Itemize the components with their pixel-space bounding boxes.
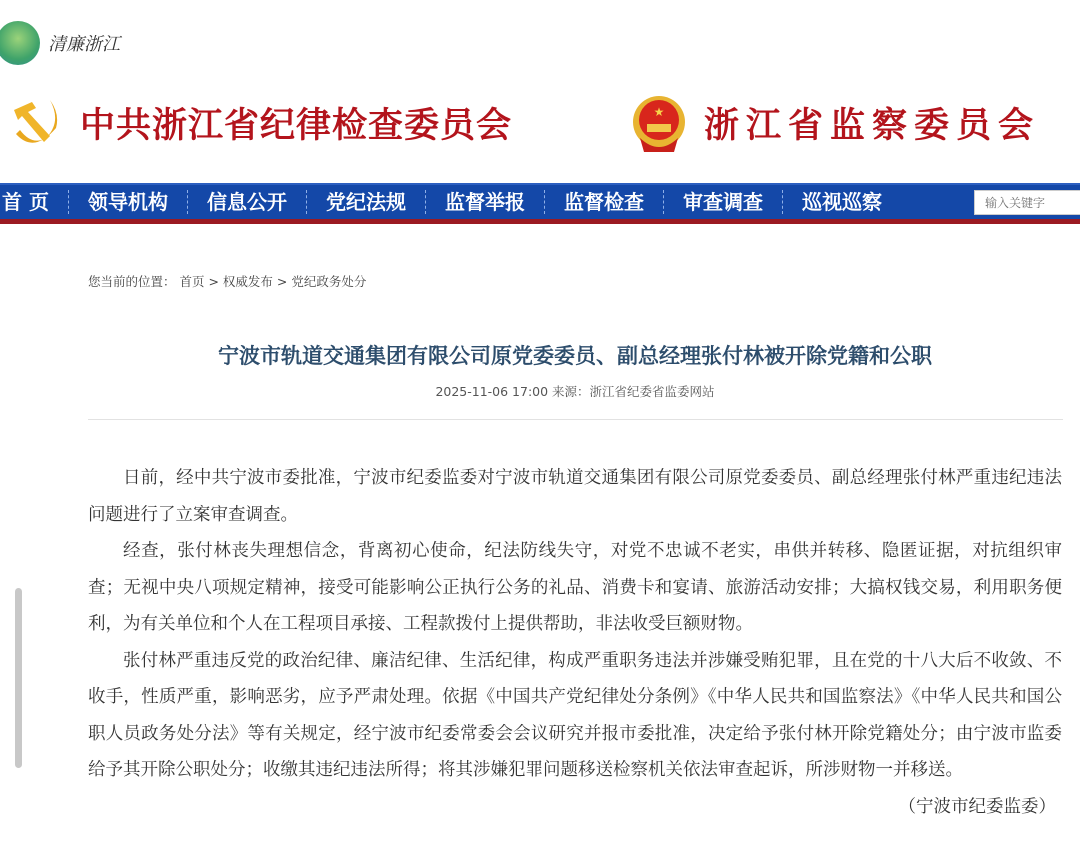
national-emblem-icon xyxy=(630,94,688,156)
scrollbar[interactable] xyxy=(15,588,22,768)
nav-supervision[interactable]: 监督检查 xyxy=(545,190,664,214)
nav-home[interactable]: 首 页 xyxy=(0,190,69,214)
qinglian-leaf-icon xyxy=(0,21,40,65)
article-meta: 2025-11-06 17:00 来源：浙江省纪委省监委网站 xyxy=(435,384,715,399)
article-paragraph: 张付林严重违反党的政治纪律、廉洁纪律、生活纪律，构成严重职务违法并涉嫌受贿犯罪，且在党的十八大后不收敛、不收手，性质严重，影响恶劣，应予严肃处理。依据《中国共产党纪律处分条例》《中华人民共和国监察法》《中华人民共和国公职人员政务处分法》等有关规定，经宁波市纪委常委会会议研究并报市委批准，决定给予张付林开除党籍处分；由宁波市监委给予其开除公职处分；收缴其违纪违法所得；将其涉嫌犯罪问题移送检察机关依法审查起诉，所涉财物一并移送。 xyxy=(88,650,1062,780)
nav-investigation[interactable]: 审查调查 xyxy=(664,190,783,214)
site-banner xyxy=(0,88,1080,168)
main-nav xyxy=(0,183,1080,219)
site-logo[interactable] xyxy=(0,18,120,68)
nav-inspection[interactable]: 巡视巡察 xyxy=(801,190,882,214)
nav-regulations[interactable]: 党纪法规 xyxy=(307,190,426,214)
org-title-discipline: 中共浙江省纪律检查委员会 xyxy=(80,105,513,146)
breadcrumb-prefix: 您当前的位置： xyxy=(88,274,176,289)
article-paragraph: 经查，张付林丧失理想信念，背离初心使命，纪法防线失守，对党不忠诚不老实，串供并转移、隐匿证据，对抗组织审查；无视中央八项规定精神，接受可能影响公正执行公务的礼品、消费卡和宴请、旅游活动安排；大搞权钱交易，利用职务便利，为有关单位和个人在工程项目承接、工程款拨付上提供帮助，非法收受巨额财物。 xyxy=(88,541,1062,634)
breadcrumb xyxy=(88,272,366,290)
nav-report[interactable]: 监督举报 xyxy=(426,190,545,214)
nav-leadership[interactable]: 领导机构 xyxy=(69,190,188,214)
party-emblem-icon xyxy=(6,92,62,152)
article-body xyxy=(88,460,1062,825)
article-paragraph: 日前，经中共宁波市委批准，宁波市纪委监委对宁波市轨道交通集团有限公司原党委委员、副总经理张付林严重违纪违法问题进行了立案审查调查。 xyxy=(88,468,1062,525)
svg-text:★: ★ xyxy=(653,105,665,119)
org-title-supervision: 浙江省监察委员会 xyxy=(704,105,1041,146)
breadcrumb-path[interactable]: 首页 > 权威发布 > 党纪政务处分 xyxy=(179,274,367,289)
nav-info-disclosure[interactable]: 信息公开 xyxy=(188,190,307,214)
divider xyxy=(88,419,1063,420)
article-signature: （宁波市纪委监委） xyxy=(898,796,1056,817)
brand-name: 清廉浙江 xyxy=(48,34,120,55)
article-title: 宁波市轨道交通集团有限公司原党委委员、副总经理张付林被开除党籍和公职 xyxy=(218,344,932,368)
search-input[interactable] xyxy=(974,190,1080,215)
nav-divider xyxy=(0,219,1080,224)
